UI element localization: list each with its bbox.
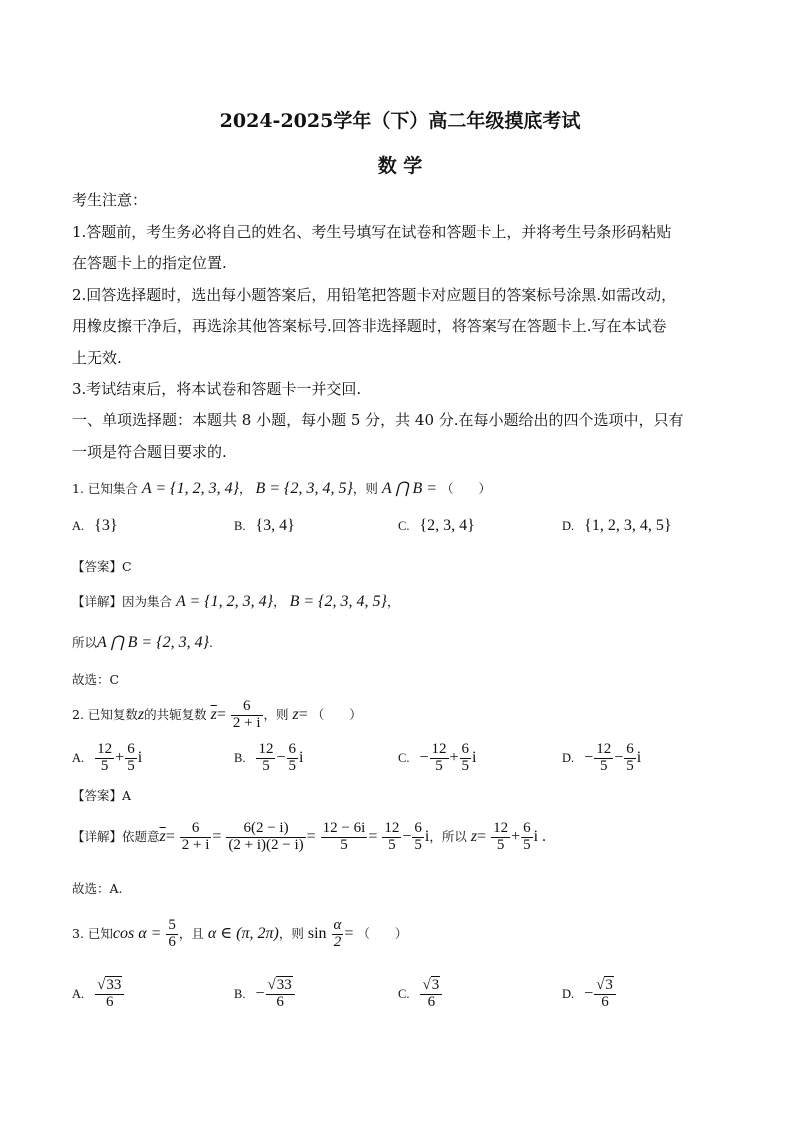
q1-blank: （ ） [441,481,492,496]
q2-stem-fraction: $\frac{6}{2 + i}$ [232,698,261,731]
section-line2: 一项是符合题目要求的. [72,443,227,461]
q2-answer: 【答案】A [72,788,132,803]
q3-option-a: A. $\frac{√33}{6}$ [72,978,125,1011]
q2-option-c: C. − $\frac{12}{5}$ + $\frac{6}{5}$ i [398,741,477,774]
q1-stem-prefix: 1. 已知集合 [72,481,138,496]
notice-p1-line2: 在答题卡上的指定位置. [72,254,227,272]
q2-choose: 故选：A. [72,881,123,896]
q2-stem: 2. 已知复数z的共轭复数 $\overline{z}=$ $\frac{6}{2 + i}$ ，则 z= （ ） [72,698,362,731]
notice-heading: 考生注意： [72,191,148,209]
q3-stem: 3. 已知cos α = $\frac{5}{6}$ ，且 α ∈ (π, 2π)，则 sin $\frac{\alpha}{2}$ = （ ） [72,917,408,950]
q3-option-d: D. − $\frac{√3}{6}$ [562,978,617,1011]
q1-so: 所以A ⋂ B = {2, 3, 4}. [72,634,213,651]
q1-option-a: A. {3} [72,517,118,534]
section-line1: 一、单项选择题：本题共 8 小题，每小题 5 分，共 40 分.在每小题给出的四个选项中，只有 [72,411,684,429]
q2-option-a: A. $\frac{12}{5}$ + $\frac{6}{5}$ i [72,741,143,774]
q1-set-a: A = {1, 2, 3, 4} [141,480,239,497]
notice-p3: 3.考试结束后，将本试卷和答题卡一并交回. [72,380,362,398]
notice-p2-line3: 上无效. [72,349,122,367]
subject-title: 数 学 [377,155,423,177]
q1-choose: 故选：C [72,672,120,687]
q1-answer: 【答案】C [72,559,132,574]
q3-option-b: B. − $\frac{√33}{6}$ [234,978,296,1011]
q1-option-c: C. {2, 3, 4} [398,517,475,534]
notice-p1-line1: 1.答题前，考生务必将自己的姓名、考生号填写在试卷和答题卡上，并将考生号条形码粘贴 [72,223,672,241]
q1-detail: 【详解】因为集合 A = {1, 2, 3, 4}， B = {2, 3, 4, 5}， [72,593,400,610]
q3-option-c: C. $\frac{√3}{6}$ [398,978,443,1011]
q1-stem [72,478,491,498]
exam-title: 2024-2025学年（下）高二年级摸底考试 [219,110,581,132]
q1-option-b: B. {3, 4} [234,517,295,534]
q2-option-b: B. $\frac{12}{5}$ − $\frac{6}{5}$ i [234,741,304,774]
notice-p2-line2: 用橡皮擦干净后，再选涂其他答案标号.回答非选择题时，将答案写在答题卡上.写在本试卷 [72,317,667,335]
q1-stem-suffix: ，则 [352,481,378,496]
q1-expr: A ⋂ B = [381,480,438,497]
q2-option-d: D. − $\frac{12}{5}$ − $\frac{6}{5}$ i [562,741,642,774]
notice-p2-line1: 2.回答选择题时，选出每小题答案后，用铅笔把答题卡对应题目的答案标号涂黑.如需改动， [72,286,677,304]
q2-detail: 【详解】依题意$\overline{z}=$ $\frac{6}{2 + i}$ = $\frac{6(2 - i)}{(2 + i)(2 - i)}$ = $\frac{12 - 6i}{5}$ = $\frac{12}{5}$ − $\frac{6}{5}$ i，所以 z= $\frac{12}{5}$ + $\frac{6}{5}$ i . [72,820,547,853]
q1-option-d: D. {1, 2, 3, 4, 5} [562,517,672,534]
q1-sep: ， [238,481,252,496]
q1-set-b: B = {2, 3, 4, 5} [255,480,353,497]
